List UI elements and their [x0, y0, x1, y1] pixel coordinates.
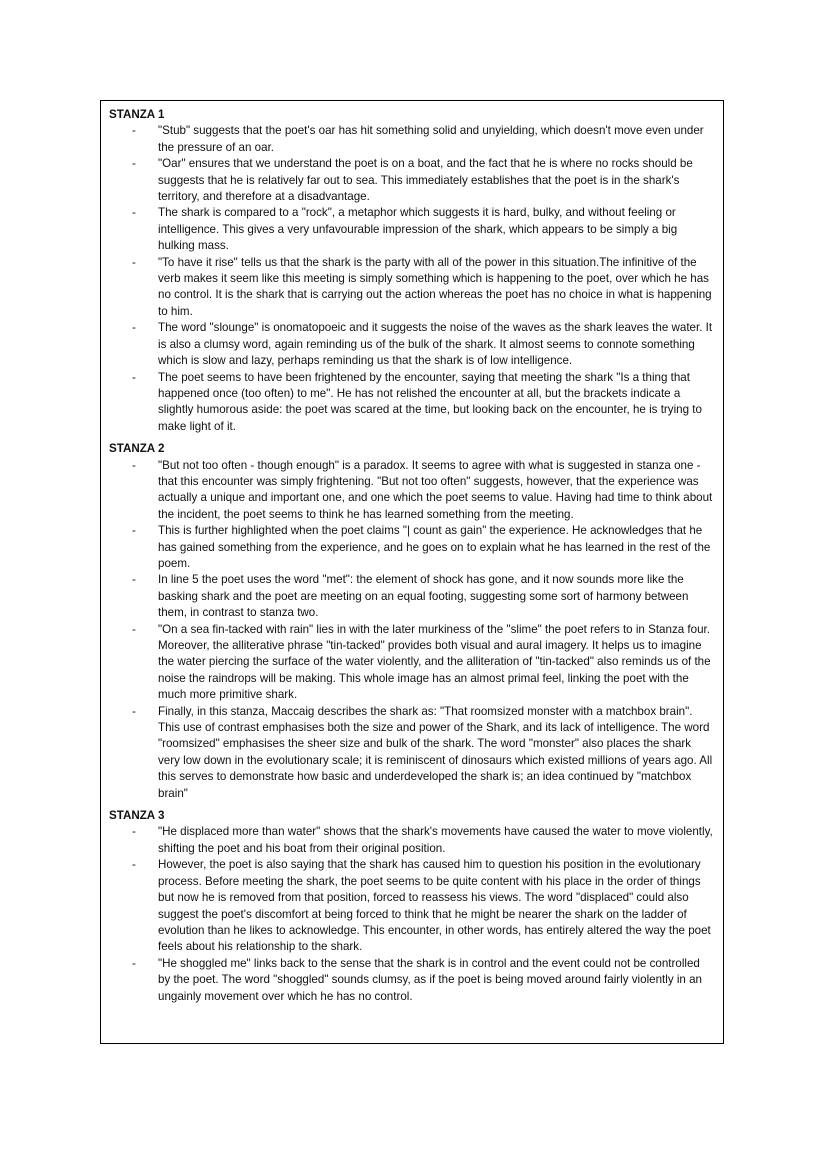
bullet-text: "Oar" ensures that we understand the poet is on a boat, and the fact that he is where no rocks should be suggests that he is relatively far out to sea. This immediately establishes that the poet is in the shark's territory, and therefore at a disadvantage. [158, 157, 693, 204]
bullet-list [109, 123, 715, 435]
bullet-text: In line 5 the poet uses the word "met": the element of shock has gone, and it now sounds more like the basking shark and the poet are meeting on an equal footing, suggesting some sort of harmony between them, in contrast to stanza two. [158, 573, 689, 620]
dash-bullet-icon: - [132, 124, 136, 138]
stanza-section-1 [109, 107, 715, 435]
dash-bullet-icon: - [132, 370, 136, 384]
dash-bullet-icon: - [132, 157, 136, 171]
dash-bullet-icon: - [132, 704, 136, 718]
stanza-section-3 [109, 808, 715, 1005]
bullet-text: "But not too often - though enough" is a paradox. It seems to agree with what is suggested in stanza one - that this encounter was simply frightening. "But not too often" suggests, however, that the experience was actually a unique and important one, and one which the poet seems to value. Having had time to think about the incident, the poet seems to think he has learned something from the meeting. [158, 458, 713, 521]
dash-bullet-icon: - [132, 206, 136, 220]
bullet-point [109, 523, 715, 572]
bullet-point [109, 824, 715, 857]
notes-box [100, 100, 724, 1044]
dash-bullet-icon: - [132, 622, 136, 636]
bullet-text: The poet seems to have been frightened by the encounter, saying that meeting the shark "Is a thing that happened once (too often) to me". He has not relished the encounter at all, but the brackets indicate a slightly humorous aside: the poet was scared at the time, but looking back on the encounter, he is trying to make light of it. [158, 370, 702, 433]
stanza-heading: STANZA 1 [109, 108, 165, 121]
stanza-heading: STANZA 2 [109, 442, 165, 456]
bullet-point [109, 255, 715, 321]
dash-bullet-icon: - [132, 524, 136, 538]
bullet-text: This is further highlighted when the poet claims "| count as gain" the experience. He acknowledges that he has gained something from the experience, and he goes on to explain what he has learned in the rest of the poem. [158, 524, 711, 570]
bullet-text: "To have it rise" tells us that the shark is the party with all of the power in this situation.The infinitive of the verb makes it seem like this meeting is simply something which is happening to the poet, over which he has no control. It is the shark that is carrying out the action whereas the poet has no choice in what is happening to him. [158, 255, 712, 318]
stanza-section-2 [109, 441, 715, 802]
dash-bullet-icon: - [132, 458, 136, 472]
dash-bullet-icon: - [132, 255, 136, 269]
bullet-text: The shark is compared to a "rock", a metaphor which suggests it is hard, bulky, and without feeling or intelligence. This gives a very unfavourable impression of the shark, which appears to be simply a big hulking mass. [158, 206, 678, 253]
bullet-point [109, 704, 715, 802]
bullet-text: Finally, in this stanza, Maccaig describes the shark as: "That roomsized monster with a matchbox brain". This use of contrast emphasises both the size and power of the Shark, and its lack of intelligence. The word "roomsized" emphasises the sheer size and bulk of the shark. The word "monster" also places the shark very low down in the evolutionary scale; it is reminiscent of dinosaurs which existed millions of years ago. All this serves to demonstrate how basic and underdeveloped the shark is; an idea continued by "matchbox brain" [158, 704, 713, 800]
dash-bullet-icon: - [132, 956, 136, 970]
dash-bullet-icon: - [132, 573, 136, 587]
bullet-text: The word "slounge" is onomatopoeic and it suggests the noise of the waves as the shark leaves the water. It is also a clumsy word, again reminding us of the bulk of the shark. It almost seems to connote something which is slow and lazy, perhaps reminding us that the shark is of low intelligence. [158, 321, 713, 368]
bullet-point [109, 857, 715, 955]
dash-bullet-icon: - [132, 858, 136, 872]
bullet-list [109, 824, 715, 1004]
bullet-text: "Stub" suggests that the poet's oar has hit something solid and unyielding, which doesn't move even under the pressure of an oar. [158, 124, 704, 154]
bullet-point [109, 370, 715, 436]
bullet-text: "On a sea fin-tacked with rain" lies in with the later murkiness of the "slime" the poet refers to in Stanza four. Moreover, the alliterative phrase "tin-tacked" provides both visual and aural imagery. It helps us to imagine the water piercing the surface of the water violently, and the alliteration of "tin-tacked" also reminds us of the noise the raindrops will be making. This whole image has an almost primal feel, linking the poet with the much more primitive shark. [158, 622, 711, 702]
dash-bullet-icon: - [132, 825, 136, 839]
bullet-point [109, 458, 715, 524]
stanza-heading: STANZA 3 [109, 809, 165, 823]
bullet-point [109, 622, 715, 704]
bullet-list [109, 458, 715, 803]
bullet-point [109, 205, 715, 254]
dash-bullet-icon: - [132, 321, 136, 335]
bullet-point [109, 320, 715, 369]
bullet-text: "He displaced more than water" shows that the shark's movements have caused the water to move violently, shifting the poet and his boat from their original position. [158, 825, 713, 855]
bullet-point [109, 123, 715, 156]
bullet-point [109, 156, 715, 205]
bullet-text: However, the poet is also saying that the shark has caused him to question his position in the evolutionary process. Before meeting the shark, the poet seems to be quite content with his place in the order of things but now he is removed from that position, forced to reassess his views. The word "displaced" could also suggest the poet's discomfort at being forced to think that he might be nearer the shark on the ladder of evolution than he likes to acknowledge. This encounter, in other words, has entirely altered the way the poet feels about his relationship to the shark. [158, 858, 711, 954]
bullet-point [109, 572, 715, 621]
bullet-text: "He shoggled me" links back to the sense that the shark is in control and the event could not be controlled by the poet. The word "shoggled" sounds clumsy, as if the poet is being moved around fairly violently in an ungainly movement over which he has no control. [158, 956, 702, 1003]
bullet-point [109, 956, 715, 1005]
